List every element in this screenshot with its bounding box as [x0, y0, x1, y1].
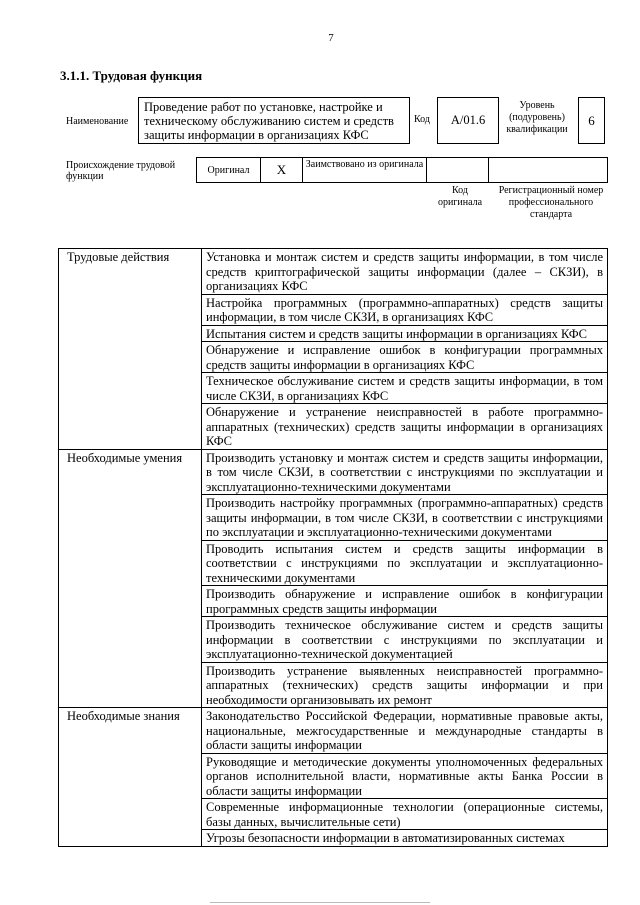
page-bottom-divider: [210, 902, 430, 903]
registration-number-cell: [489, 158, 609, 182]
labor-actions-label: Трудовые действия: [59, 249, 202, 450]
name-label: Наименование: [66, 116, 129, 127]
labor-action-item: Установка и монтаж систем и средств защиты информации, в том числе средств криптографической защиты информации (далее – СКЗИ), в организациях КФС: [202, 249, 608, 295]
skill-item: Производить настройку программных (программно-аппаратных) средств защиты информации, в том числе СКЗИ, в соответствии с инструкциями по эксплуатации и эксплуатационно-техническими документами: [202, 495, 608, 541]
qualification-level-box: 6: [578, 97, 605, 144]
original-code-cell: [427, 158, 489, 182]
level-label: Уровень (подуровень) квалификации: [506, 100, 568, 135]
original-code-label: Код оригинала: [437, 185, 483, 208]
labor-action-item: Настройка программных (программно-аппаратных) средств защиты информации, в том числе СКЗИ, в организациях КФС: [202, 294, 608, 325]
knowledge-item: Угрозы безопасности информации в автоматизированных системах: [202, 830, 608, 847]
labor-action-item: Техническое обслуживание систем и средств защиты информации, в том числе СКЗИ, в организациях КФС: [202, 373, 608, 404]
origin-row: [196, 157, 608, 183]
knowledge-item: Руководящие и методические документы уполномоченных федеральных органов исполнительной власти, нормативные акты Банка России в области защиты информации: [202, 753, 608, 799]
function-name-box: Проведение работ по установке, настройке и техническому обслуживанию систем и средств защиты информации в организациях КФС: [138, 97, 410, 144]
skill-item: Производить обнаружение и исправление ошибок в конфигурации программных средств защиты информации: [202, 586, 608, 617]
knowledge-item: Современные информационные технологии (операционные системы, базы данных, вычислительные сети): [202, 799, 608, 830]
code-label: Код: [414, 114, 430, 125]
knowledge-label: Необходимые знания: [59, 708, 202, 847]
labor-action-item: Обнаружение и устранение неисправностей в работе программно-аппаратных (технических) средств защиты информации в организациях КФС: [202, 404, 608, 450]
original-mark: X: [261, 158, 303, 182]
labor-action-item: Испытания систем и средств защиты информации в организациях КФС: [202, 325, 608, 342]
function-code-box: A/01.6: [437, 97, 499, 144]
function-details-table: [58, 248, 608, 847]
skill-item: Производить устранение выявленных неисправностей программно-аппаратных (технических) средств защиты информации и при необходимости организовывать их ремонт: [202, 662, 608, 708]
page-number: 7: [328, 32, 334, 44]
section-title: 3.1.1. Трудовая функция: [60, 68, 203, 83]
skill-item: Производить установку и монтаж систем и средств защиты информации, в том числе СКЗИ, в соответствии с инструкциями по эксплуатации и эксплуатационно-техническими документами: [202, 449, 608, 495]
registration-label: Регистрационный номер профессионального стандарта: [498, 185, 604, 220]
table-row: [59, 708, 608, 754]
skill-item: Проводить испытания систем и средств защиты информации в соответствии с инструкциями по эксплуатации и эксплуатационно-техническими документами: [202, 540, 608, 586]
origin-label: Происхождение трудовой функции: [66, 160, 176, 182]
skills-label: Необходимые умения: [59, 449, 202, 708]
table-row: [59, 449, 608, 495]
labor-action-item: Обнаружение и исправление ошибок в конфигурации программных средств защиты информации в организациях КФС: [202, 342, 608, 373]
skill-item: Производить техническое обслуживание систем и средств защиты информации в соответствии с инструкциями по эксплуатации и эксплуатационно-технической документацией: [202, 617, 608, 663]
borrowed-label: Заимствовано из оригинала: [303, 158, 427, 182]
table-row: [59, 249, 608, 295]
original-label: Оригинал: [197, 158, 261, 182]
knowledge-item: Законодательство Российской Федерации, нормативные правовые акты, национальные, межгосударственные и международные стандарты в области защиты информации: [202, 708, 608, 754]
